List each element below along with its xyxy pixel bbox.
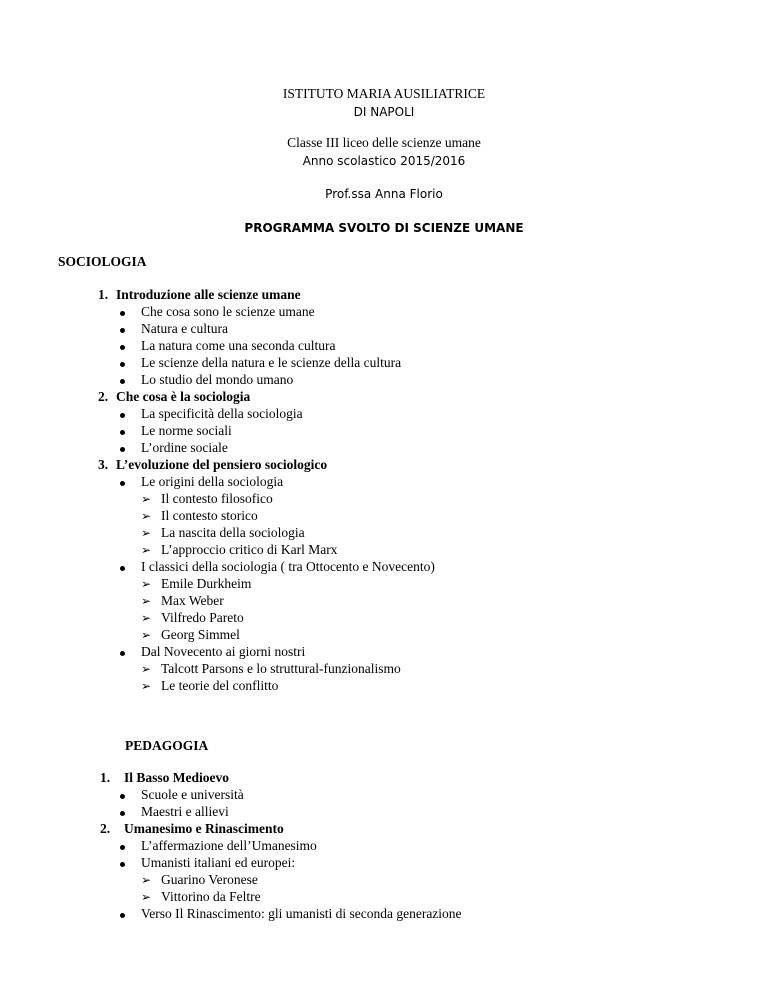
chapter-number: 1. bbox=[100, 770, 111, 785]
sub-list-item: ➢ La nascita della sociologia bbox=[141, 525, 305, 540]
bullet-icon bbox=[120, 328, 125, 333]
sub-list-item: ➢ Talcott Parsons e lo struttural-funzionalismo bbox=[141, 661, 401, 676]
sub-list-item: ➢ Georg Simmel bbox=[141, 627, 240, 642]
class-title: Classe III liceo delle scienze umane bbox=[287, 135, 481, 150]
bullet-icon bbox=[120, 566, 125, 571]
institute-name: ISTITUTO MARIA AUSILIATRICE bbox=[282, 86, 486, 101]
institute-city: DI NAPOLI bbox=[353, 105, 415, 119]
list-item: L’ordine sociale bbox=[120, 440, 228, 456]
chapter-title: Introduzione alle scienze umane bbox=[116, 287, 301, 302]
list-item: La natura come una seconda cultura bbox=[120, 338, 336, 354]
sub-list-item: ➢ Le teorie del conflitto bbox=[141, 678, 279, 693]
bullet-icon bbox=[120, 651, 125, 656]
arrow-bullet-icon: ➢ bbox=[141, 577, 152, 591]
chapter-title: Il Basso Medioevo bbox=[124, 770, 230, 785]
bullet-icon bbox=[120, 811, 125, 816]
sub-list-item: ➢ Vittorino da Feltre bbox=[141, 889, 261, 904]
sub-list-item: ➢ Max Weber bbox=[141, 593, 224, 608]
list-item: I classici della sociologia ( tra Ottocento e Novecento) bbox=[120, 559, 435, 575]
chapter-title: L’evoluzione del pensiero sociologico bbox=[116, 457, 328, 472]
list-item: Umanisti italiani ed europei: bbox=[120, 855, 295, 871]
list-item: Che cosa sono le scienze umane bbox=[120, 304, 315, 320]
bullet-icon bbox=[120, 447, 125, 452]
bullet-icon bbox=[120, 413, 125, 418]
list-item: Natura e cultura bbox=[120, 321, 228, 337]
list-item: Scuole e università bbox=[120, 787, 244, 803]
list-item: Dal Novecento ai giorni nostri bbox=[120, 644, 305, 660]
sub-list-item: ➢ Il contesto filosofico bbox=[141, 491, 273, 506]
sub-list-item: ➢ L’approccio critico di Karl Marx bbox=[141, 542, 338, 557]
section-title-sociologia: SOCIOLOGIA bbox=[58, 254, 147, 269]
list-item: Le norme sociali bbox=[120, 423, 232, 439]
school-year: Anno scolastico 2015/2016 bbox=[302, 154, 466, 168]
bullet-icon bbox=[120, 362, 125, 367]
arrow-bullet-icon: ➢ bbox=[141, 628, 152, 642]
list-item: Lo studio del mondo umano bbox=[120, 372, 293, 388]
sub-list-item: ➢ Emile Durkheim bbox=[141, 576, 252, 591]
arrow-bullet-icon: ➢ bbox=[141, 594, 152, 608]
chapter-number: 3. bbox=[98, 457, 109, 472]
arrow-bullet-icon: ➢ bbox=[141, 873, 152, 887]
arrow-bullet-icon: ➢ bbox=[141, 662, 152, 676]
section-title-pedagogia: PEDAGOGIA bbox=[125, 738, 209, 753]
arrow-bullet-icon: ➢ bbox=[141, 543, 152, 557]
chapter-number: 2. bbox=[100, 821, 111, 836]
bullet-icon bbox=[120, 379, 125, 384]
bullet-icon bbox=[120, 481, 125, 486]
arrow-bullet-icon: ➢ bbox=[141, 890, 152, 904]
list-item: L’affermazione dell’Umanesimo bbox=[120, 838, 317, 854]
sub-list-item: ➢ Il contesto storico bbox=[141, 508, 258, 523]
list-item: Le origini della sociologia bbox=[120, 474, 283, 490]
program-title: PROGRAMMA SVOLTO DI SCIENZE UMANE bbox=[244, 221, 524, 235]
arrow-bullet-icon: ➢ bbox=[141, 611, 152, 625]
bullet-icon bbox=[120, 430, 125, 435]
sub-list-item: ➢ Vilfredo Pareto bbox=[141, 610, 244, 625]
list-item: Maestri e allievi bbox=[120, 804, 229, 820]
bullet-icon bbox=[120, 311, 125, 316]
list-item: Le scienze della natura e le scienze della cultura bbox=[120, 355, 401, 371]
bullet-icon bbox=[120, 845, 125, 850]
sub-list-item: ➢ Guarino Veronese bbox=[141, 872, 258, 887]
arrow-bullet-icon: ➢ bbox=[141, 526, 152, 540]
arrow-bullet-icon: ➢ bbox=[141, 679, 152, 693]
bullet-icon bbox=[120, 913, 125, 918]
arrow-bullet-icon: ➢ bbox=[141, 492, 152, 506]
arrow-bullet-icon: ➢ bbox=[141, 509, 152, 523]
chapter-title: Umanesimo e Rinascimento bbox=[124, 821, 284, 836]
bullet-icon bbox=[120, 794, 125, 799]
list-item: Verso Il Rinascimento: gli umanisti di seconda generazione bbox=[120, 906, 462, 922]
bullet-icon bbox=[120, 862, 125, 867]
chapter-number: 1. bbox=[98, 287, 109, 302]
bullet-icon bbox=[120, 345, 125, 350]
list-item: La specificità della sociologia bbox=[120, 406, 303, 422]
chapter-title: Che cosa è la sociologia bbox=[116, 389, 251, 404]
teacher-name: Prof.ssa Anna Florio bbox=[325, 187, 443, 201]
chapter-number: 2. bbox=[98, 389, 109, 404]
